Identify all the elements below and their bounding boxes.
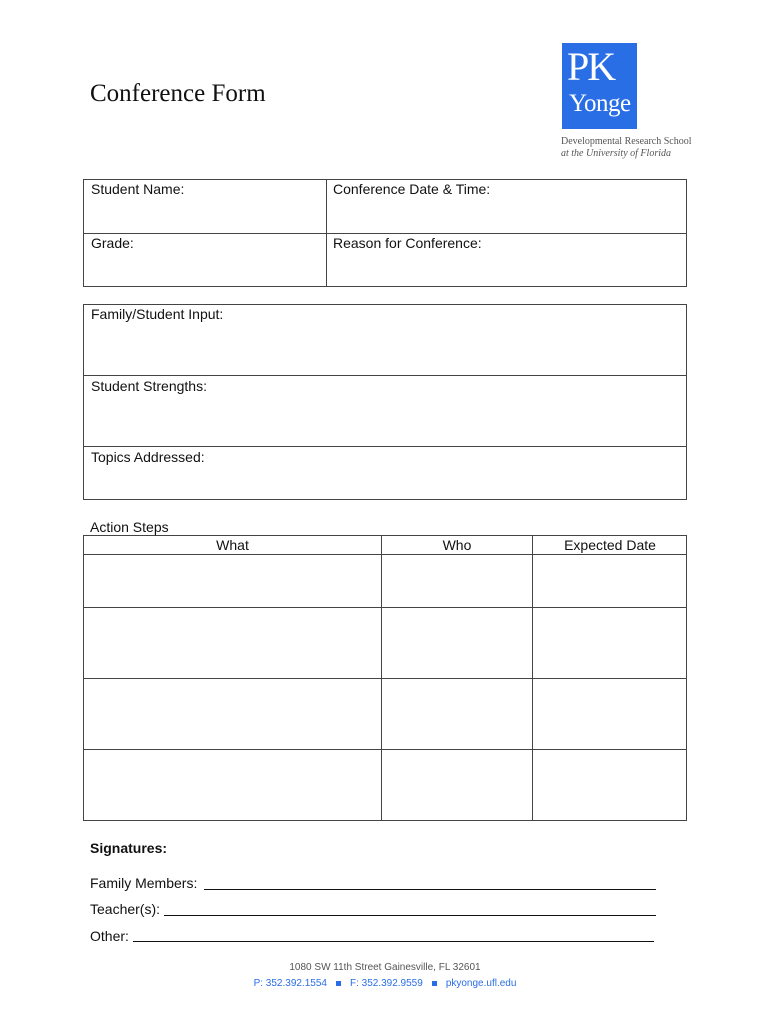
- action-what-cell-2[interactable]: [84, 608, 381, 678]
- footer-phone: P: 352.392.1554: [253, 978, 327, 989]
- student-strengths-label: Student Strengths:: [91, 378, 207, 394]
- conference-date-field[interactable]: [327, 200, 686, 232]
- action-steps-heading: Action Steps: [90, 519, 169, 535]
- footer-address: 1080 SW 11th Street Gainesville, FL 32601: [289, 962, 481, 973]
- column-header-what: What: [216, 537, 249, 553]
- logo-pk-text: PK: [567, 44, 615, 89]
- bullet-square-icon: [432, 981, 437, 986]
- grade-field[interactable]: [84, 254, 325, 286]
- student-strengths-field[interactable]: [84, 397, 686, 445]
- grade-label: Grade:: [91, 235, 134, 251]
- action-who-cell-4[interactable]: [382, 750, 532, 820]
- bullet-square-icon: [336, 981, 341, 986]
- action-date-cell-3[interactable]: [533, 679, 686, 749]
- column-header-expected-date: Expected Date: [564, 537, 656, 553]
- action-who-cell-2[interactable]: [382, 608, 532, 678]
- other-label: Other:: [90, 928, 129, 944]
- other-signature-line[interactable]: [133, 941, 654, 942]
- action-date-cell-4[interactable]: [533, 750, 686, 820]
- family-members-signature-line[interactable]: [204, 889, 656, 890]
- action-what-cell-4[interactable]: [84, 750, 381, 820]
- footer-contact: [0, 978, 770, 989]
- action-who-cell-1[interactable]: [382, 555, 532, 607]
- family-input-field[interactable]: [84, 326, 686, 374]
- reason-label: Reason for Conference:: [333, 235, 482, 251]
- family-input-label: Family/Student Input:: [91, 306, 224, 322]
- logo-subtitle-university: at the University of Florida: [561, 148, 671, 159]
- family-members-label: Family Members:: [90, 875, 198, 891]
- conference-date-label: Conference Date & Time:: [333, 181, 491, 197]
- student-name-field[interactable]: [84, 200, 325, 232]
- column-header-who: Who: [442, 537, 472, 553]
- action-what-cell-1[interactable]: [84, 555, 381, 607]
- logo-yonge-text: Yonge: [569, 90, 631, 117]
- action-date-cell-2[interactable]: [533, 608, 686, 678]
- pk-yonge-logo: [562, 43, 637, 129]
- teachers-signature-line[interactable]: [164, 915, 656, 916]
- action-date-cell-1[interactable]: [533, 555, 686, 607]
- footer-fax: F: 352.392.9559: [349, 978, 423, 989]
- topics-addressed-field[interactable]: [84, 468, 686, 499]
- student-name-label: Student Name:: [91, 181, 185, 197]
- action-what-cell-3[interactable]: [84, 679, 381, 749]
- form-title: Conference Form: [90, 80, 266, 107]
- action-who-cell-3[interactable]: [382, 679, 532, 749]
- topics-addressed-label: Topics Addressed:: [91, 449, 205, 465]
- reason-field[interactable]: [327, 254, 686, 286]
- logo-subtitle: Developmental Research School: [561, 136, 692, 147]
- teachers-label: Teacher(s):: [90, 901, 161, 917]
- signatures-heading: Signatures:: [90, 840, 168, 856]
- footer-website-link[interactable]: pkyonge.ufl.edu: [445, 978, 517, 989]
